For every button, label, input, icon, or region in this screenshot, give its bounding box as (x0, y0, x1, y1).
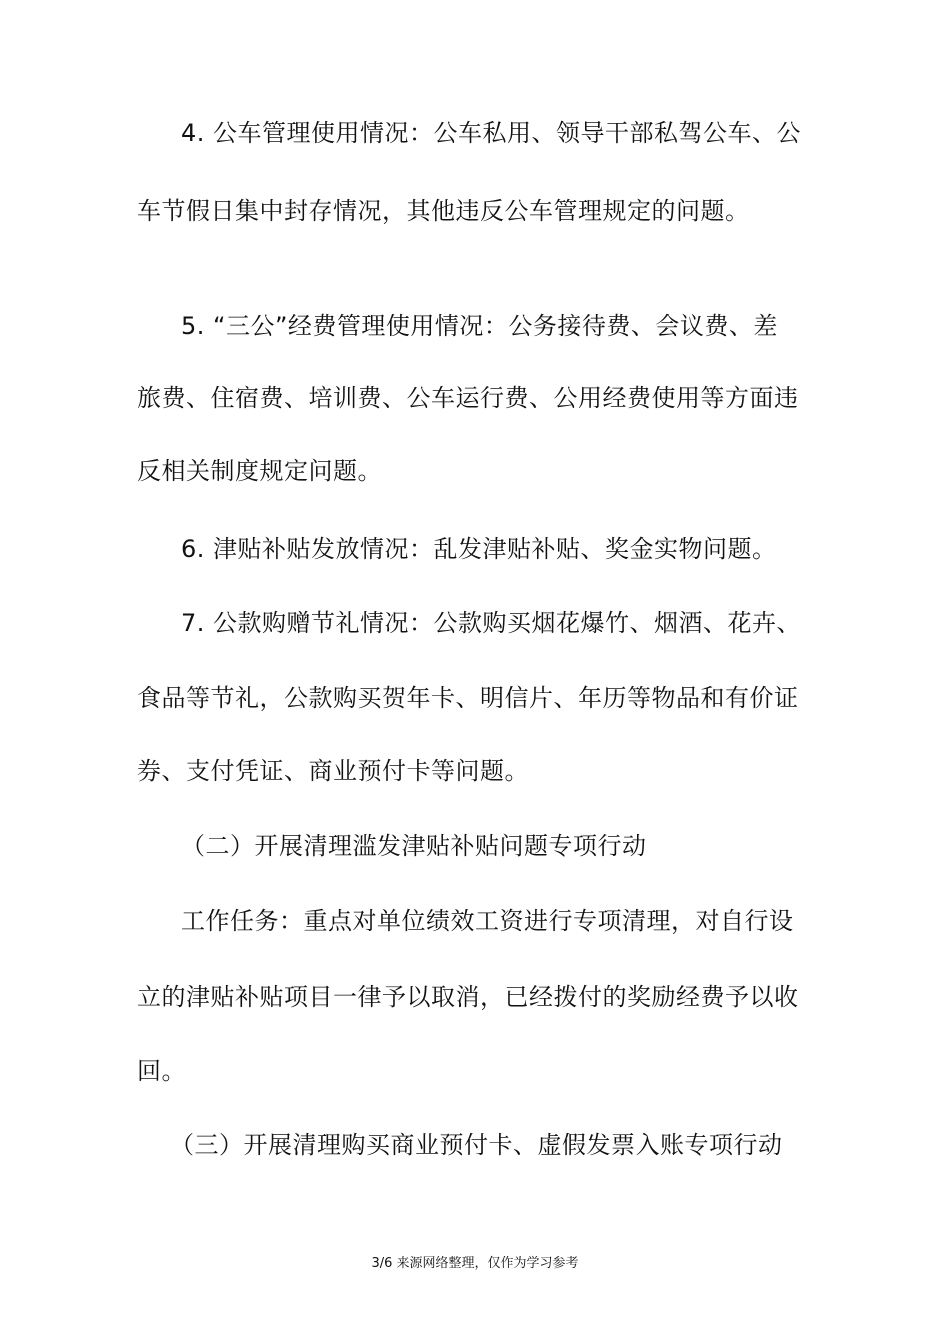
section-2-task-line-2: 立的津贴补贴项目一律予以取消，已经拨付的奖励经费予以收 (137, 983, 799, 1011)
section-2-task-line-1: 工作任务：重点对单位绩效工资进行专项清理，对自行设 (181, 907, 794, 935)
item-6-line-1: 6. 津贴补贴发放情况：乱发津贴补贴、奖金实物问题。 (181, 535, 777, 563)
item-7-line-1: 7. 公款购赠节礼情况：公款购买烟花爆竹、烟酒、花卉、 (181, 609, 802, 637)
item-7-line-2: 食品等节礼，公款购买贺年卡、明信片、年历等物品和有价证 (137, 684, 799, 712)
item-7-line-3: 券、支付凭证、商业预付卡等问题。 (137, 757, 529, 785)
section-2-heading: （二）开展清理滥发津贴补贴问题专项行动 (181, 832, 647, 860)
item-5-line-3: 反相关制度规定问题。 (137, 457, 382, 485)
section-3-heading: （三）开展清理购买商业预付卡、虚假发票入账专项行动 (170, 1131, 783, 1159)
item-4-line-1: 4. 公车管理使用情况：公车私用、领导干部私驾公车、公 (181, 119, 802, 147)
section-2-task-line-3: 回。 (137, 1057, 186, 1085)
item-5-line-2: 旅费、住宿费、培训费、公车运行费、公用经费使用等方面违 (137, 384, 799, 412)
page-footer: 3/6 来源网络整理，仅作为学习参考 (371, 1256, 579, 1271)
item-4-line-2: 车节假日集中封存情况，其他违反公车管理规定的问题。 (137, 197, 750, 225)
item-5-line-1: 5. “三公”经费管理使用情况：公务接待费、会议费、差 (181, 312, 778, 340)
